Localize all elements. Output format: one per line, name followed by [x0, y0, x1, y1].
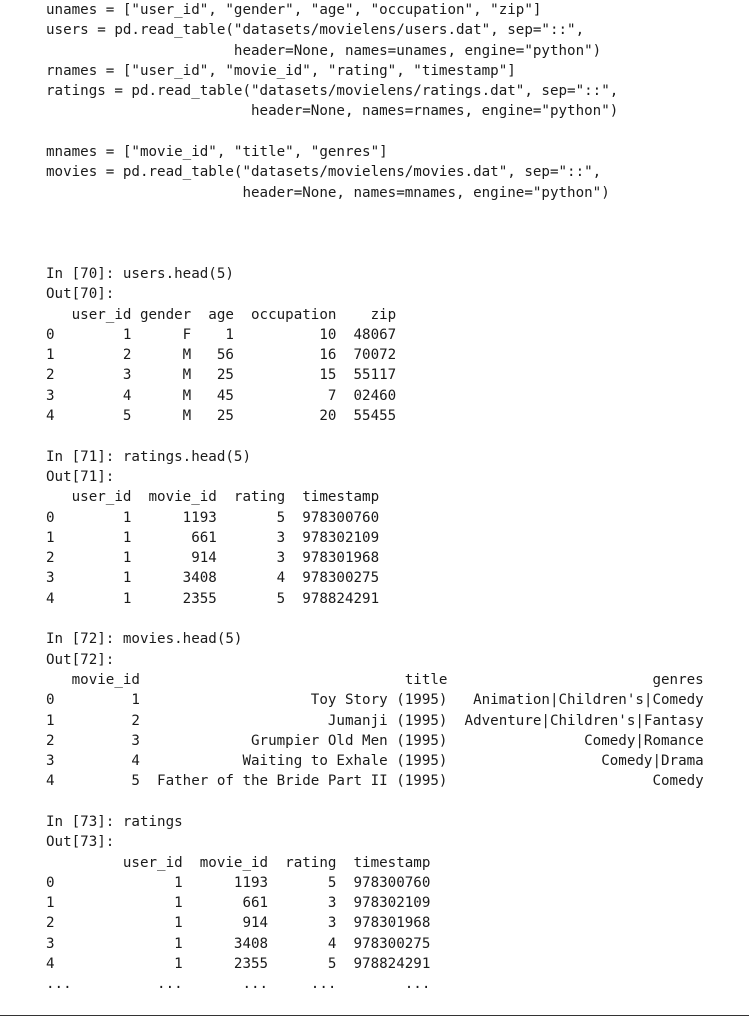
table-row: 0 1 1193 5 978300760	[46, 509, 380, 526]
input-prompt: In [71]: ratings.head(5)	[46, 448, 251, 465]
table-header: movie_id title genres	[46, 671, 704, 688]
table-row: 1 1 661 3 978302109	[46, 529, 380, 546]
code-line: header=None, names=unames, engine="python")	[46, 42, 602, 59]
table-row: 0 1 1193 5 978300760	[46, 874, 431, 891]
table-row: 0 1 F 1 10 48067	[46, 326, 397, 343]
ipython-session-70	[46, 264, 746, 426]
ipython-session-73	[46, 812, 746, 995]
table-ellipsis-row: ... ... ... ... ...	[46, 976, 431, 993]
ipython-session-72	[46, 629, 746, 791]
table-row: 1 2 M 56 16 70072	[46, 347, 397, 364]
table-header: user_id gender age occupation zip	[46, 306, 397, 323]
code-line: rnames = ["user_id", "movie_id", "rating", "timestamp"]	[46, 62, 516, 79]
spacer	[46, 792, 746, 812]
code-line: unames = ["user_id", "gender", "age", "occupation", "zip"]	[46, 2, 542, 18]
table-row: 2 3 M 25 15 55117	[46, 367, 397, 384]
input-prompt: In [73]: ratings	[46, 813, 183, 830]
code-block	[46, 0, 746, 203]
table-row: 3 4 M 45 7 02460	[46, 387, 397, 404]
table-header: user_id movie_id rating timestamp	[46, 489, 380, 506]
page-bottom-rule	[0, 1015, 749, 1016]
table-row: 1 2 Jumanji (1995) Adventure|Children's|Fantasy	[46, 712, 704, 729]
spacer	[46, 426, 746, 446]
spacer	[46, 609, 746, 629]
table-row: 3 1 3408 4 978300275	[46, 570, 380, 587]
code-line: header=None, names=rnames, engine="python")	[46, 103, 619, 120]
spacer	[46, 203, 746, 264]
table-row: 3 4 Waiting to Exhale (1995) Comedy|Drama	[46, 753, 704, 770]
input-prompt: In [72]: movies.head(5)	[46, 631, 243, 648]
table-row: 0 1 Toy Story (1995) Animation|Children's|Comedy	[46, 692, 704, 709]
output-label: Out[71]:	[46, 468, 115, 485]
code-line: users = pd.read_table("datasets/movielens/users.dat", sep="::",	[46, 22, 585, 39]
document-page	[46, 0, 746, 995]
table-row: 2 1 914 3 978301968	[46, 915, 431, 932]
output-label: Out[70]:	[46, 286, 115, 303]
output-label: Out[72]:	[46, 651, 115, 668]
code-line: header=None, names=mnames, engine="python")	[46, 184, 610, 201]
table-row: 1 1 661 3 978302109	[46, 895, 431, 912]
code-line: mnames = ["movie_id", "title", "genres"]	[46, 144, 388, 161]
table-row: 2 3 Grumpier Old Men (1995) Comedy|Romance	[46, 732, 704, 749]
table-header: user_id movie_id rating timestamp	[46, 854, 431, 871]
table-row: 4 5 Father of the Bride Part II (1995) Comedy	[46, 773, 704, 790]
code-line: ratings = pd.read_table("datasets/movielens/ratings.dat", sep="::",	[46, 83, 619, 100]
table-row: 4 1 2355 5 978824291	[46, 956, 431, 973]
ipython-session-71	[46, 447, 746, 609]
code-line: movies = pd.read_table("datasets/movielens/movies.dat", sep="::",	[46, 164, 602, 181]
table-row: 4 1 2355 5 978824291	[46, 590, 380, 607]
input-prompt: In [70]: users.head(5)	[46, 265, 234, 282]
table-row: 4 5 M 25 20 55455	[46, 408, 397, 425]
output-label: Out[73]:	[46, 834, 115, 851]
code-line	[46, 122, 746, 142]
table-row: 3 1 3408 4 978300275	[46, 935, 431, 952]
table-row: 2 1 914 3 978301968	[46, 550, 380, 567]
